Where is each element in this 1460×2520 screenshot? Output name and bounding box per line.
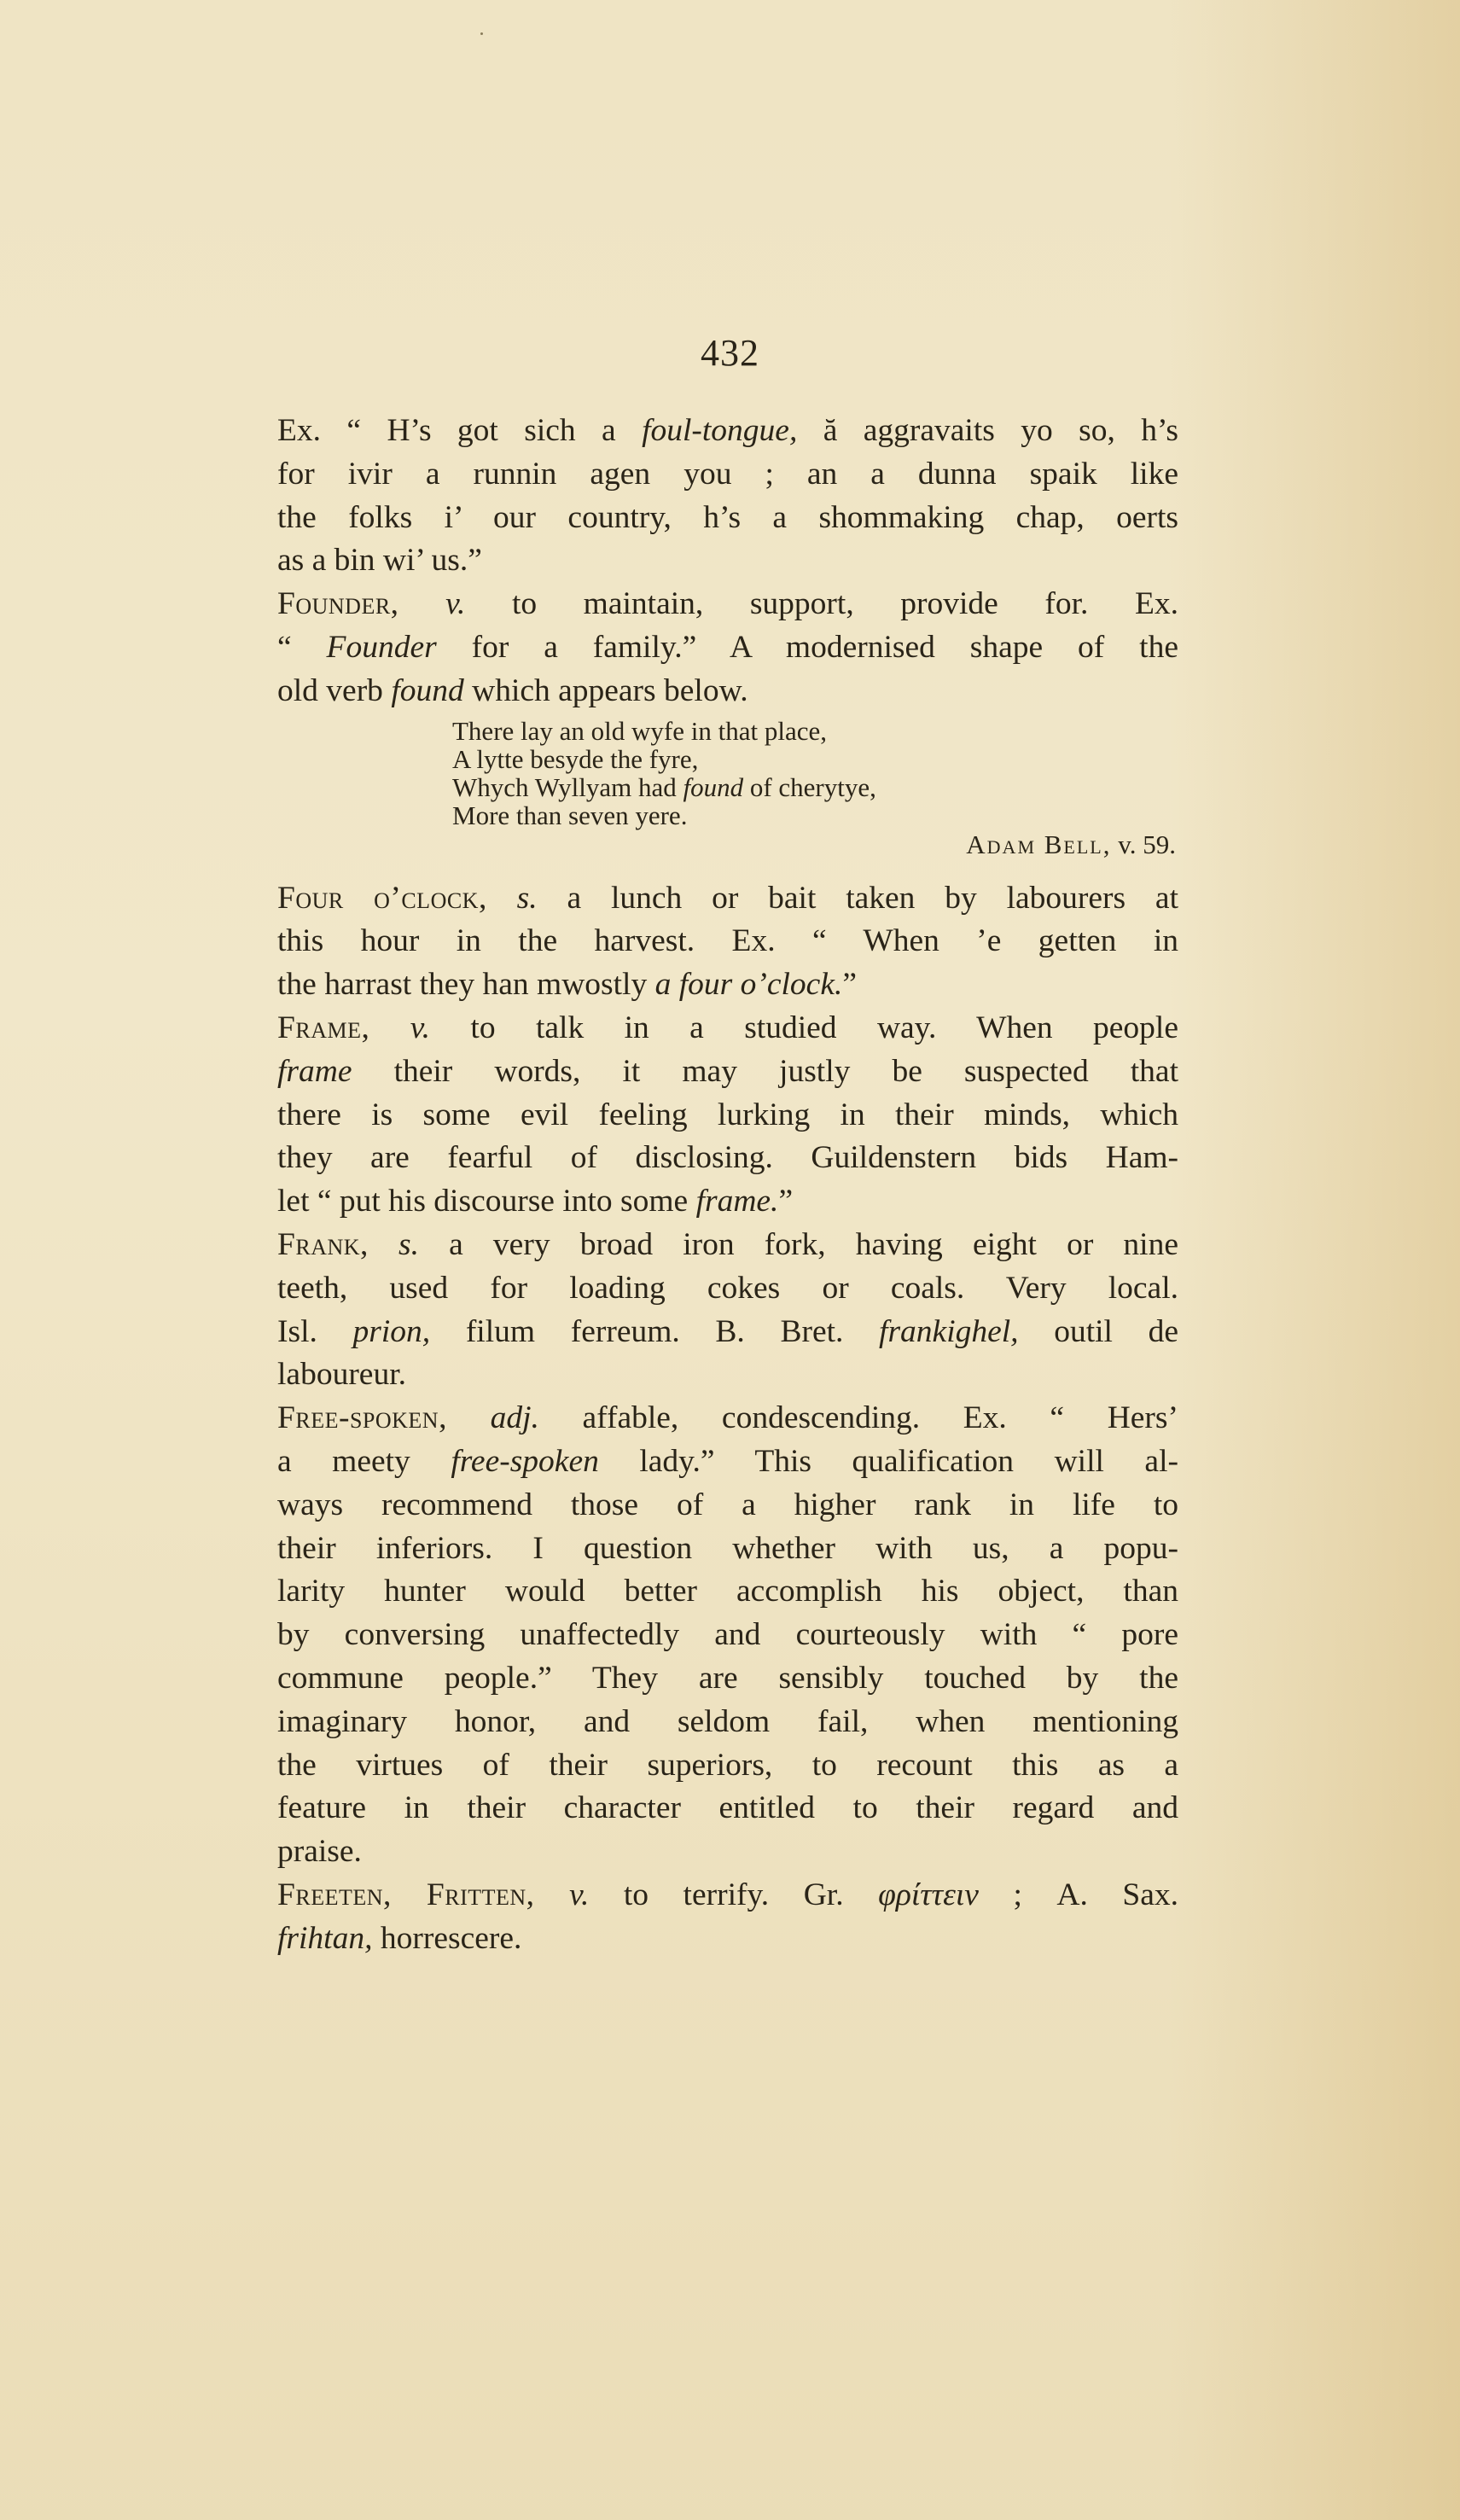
headword: Founder,	[277, 586, 399, 622]
text-line: the folks i’ our country, h’s a shommaking chap, oerts	[277, 499, 1178, 535]
text-line: imaginary honor, and seldom fail, when mentioning	[277, 1703, 1178, 1739]
text-line: Isl. prion, filum ferreum. B. Bret. frankighel, outil de	[277, 1313, 1178, 1349]
text-line: “ Founder for a family.” A modernised shape of the	[277, 629, 1178, 665]
text-line: larity hunter would better accomplish his object, than	[277, 1574, 1178, 1609]
headword: Freeten, Fritten,	[277, 1877, 535, 1912]
text-line: frame their words, it may justly be suspected that	[277, 1053, 1178, 1089]
headword: Frank,	[277, 1226, 369, 1262]
entry-frank: Frank, s. a very broad iron fork, having eight or nine	[277, 1226, 1178, 1262]
text-line: by conversing unaffectedly and courteously with “ pore	[277, 1617, 1178, 1653]
entry-four-oclock: Four o’clock, s. a lunch or bait taken by labourers at	[277, 880, 1178, 916]
verse-line: Whych Wyllyam had found of cherytye,	[452, 771, 876, 802]
verse-quotation	[452, 713, 1178, 862]
text-line: as a bin wi’ us.”	[277, 543, 482, 579]
entry-freeten: Freeten, Fritten, v. to terrify. Gr. φρίττειν ; A. Sax.	[277, 1877, 1178, 1912]
verse-attribution: Adam Bell, v. 59.	[966, 829, 1176, 859]
verse-line: There lay an old wyfe in that place,	[452, 715, 827, 746]
paper-speck	[480, 32, 483, 35]
text-line: they are fearful of disclosing. Guildenstern bids Ham-	[277, 1140, 1178, 1176]
text-line: ways recommend those of a higher rank in life to	[277, 1487, 1178, 1522]
entry-free-spoken: Free-spoken, adj. affable, condescending. Ex. “ Hers’	[277, 1400, 1178, 1436]
text-line: praise.	[277, 1834, 362, 1870]
text-line: let “ put his discourse into some frame.”	[277, 1184, 794, 1219]
page-number: 432	[701, 332, 759, 374]
body-text	[277, 410, 1178, 1961]
text-line: Ex. “ H’s got sich a foul-tongue, ă aggravaits yo so, h’s	[277, 413, 1178, 448]
text-line: a meety free-spoken lady.” This qualification will al-	[277, 1443, 1178, 1479]
text-line: the virtues of their superiors, to recount this as a	[277, 1747, 1178, 1783]
text-line: for ivir a runnin agen you ; an a dunna spaik like	[277, 456, 1178, 492]
verse-line: A lytte besyde the fyre,	[452, 743, 699, 774]
text-line: frihtan, horrescere.	[277, 1920, 522, 1956]
text-line: their inferiors. I question whether with us, a popu-	[277, 1530, 1178, 1566]
headword: Free-spoken,	[277, 1400, 447, 1436]
headword: Four o’clock,	[277, 880, 487, 916]
text-line: teeth, used for loading cokes or coals. Very local.	[277, 1270, 1178, 1306]
text-line: feature in their character entitled to their regard and	[277, 1790, 1178, 1826]
entry-founder: Founder, v. to maintain, support, provide for. Ex.	[277, 586, 1178, 622]
text-line: old verb found which appears below.	[277, 672, 748, 708]
text-line: this hour in the harvest. Ex. “ When ’e getten in	[277, 923, 1178, 959]
headword: Frame,	[277, 1010, 370, 1045]
text-line: laboureur.	[277, 1357, 406, 1393]
entry-frame: Frame, v. to talk in a studied way. When people	[277, 1010, 1178, 1045]
text-line: there is some evil feeling lurking in their minds, which	[277, 1097, 1178, 1132]
text-line: the harrast they han mwostly a four o’clock.”	[277, 967, 857, 1003]
verse-line: More than seven yere.	[452, 800, 688, 830]
text-line: commune people.” They are sensibly touched by the	[277, 1660, 1178, 1696]
